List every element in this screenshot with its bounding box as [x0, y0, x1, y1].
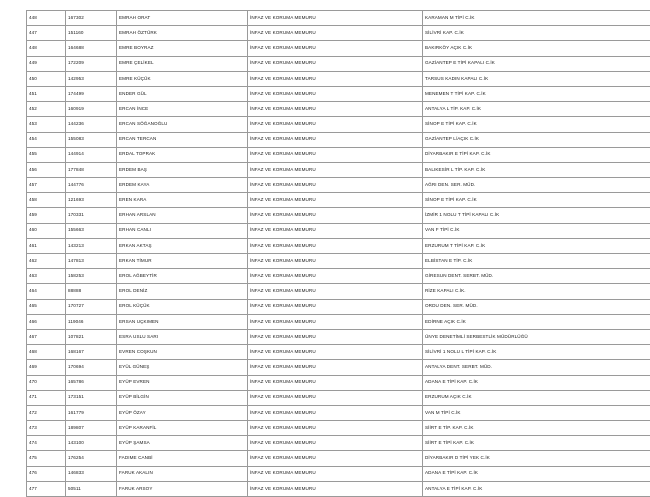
table-row — [27, 466, 650, 481]
cell-name: FARUK AKALIN — [117, 466, 248, 481]
cell-no: 474 — [27, 436, 66, 451]
cell-location: MENEMEN T TİPİ KAP. C.İK — [423, 86, 650, 101]
cell-title: İNFAZ VE KORUMA MEMURU — [248, 269, 423, 284]
table-row — [27, 132, 650, 147]
cell-no: 466 — [27, 314, 66, 329]
cell-no: 459 — [27, 208, 66, 223]
cell-sicil: 160919 — [66, 102, 117, 117]
cell-location: SİLİVRİ KAP. C.İK — [423, 26, 650, 41]
cell-location: SİLİVRİ 1 NOLU L TİPİ KAP. C.İK — [423, 345, 650, 360]
cell-no: 464 — [27, 284, 66, 299]
cell-location: AĞRI DEN. SER. MÜD. — [423, 178, 650, 193]
cell-location: GAZİANTEP L/AÇIK C.İK — [423, 132, 650, 147]
cell-name: EYÜL GÜNEŞ — [117, 360, 248, 375]
table-row — [27, 421, 650, 436]
cell-title: İNFAZ VE KORUMA MEMURU — [248, 299, 423, 314]
cell-location: SİNOP E TİPİ KAP. C.İK — [423, 193, 650, 208]
cell-no: 472 — [27, 405, 66, 420]
table-row — [27, 208, 650, 223]
table-row — [27, 360, 650, 375]
cell-title: İNFAZ VE KORUMA MEMURU — [248, 56, 423, 71]
cell-name: EMRE BOYRAZ — [117, 41, 248, 56]
cell-location: EDİRNE AÇIK C.İK — [423, 314, 650, 329]
table-row — [27, 102, 650, 117]
cell-title: İNFAZ VE KORUMA MEMURU — [248, 86, 423, 101]
cell-no: 448 — [27, 41, 66, 56]
cell-location: SİNOP E TİPİ KAP. C.İK — [423, 117, 650, 132]
table-row — [27, 375, 650, 390]
cell-no: 467 — [27, 329, 66, 344]
cell-location: ADANA E TİPİ KAP. C.İK — [423, 375, 650, 390]
table-row — [27, 193, 650, 208]
table-row — [27, 269, 650, 284]
cell-sicil: 146833 — [66, 466, 117, 481]
cell-title: İNFAZ VE KORUMA MEMURU — [248, 178, 423, 193]
personnel-assignment-table — [26, 10, 650, 497]
cell-no: 457 — [27, 178, 66, 193]
cell-title: İNFAZ VE KORUMA MEMURU — [248, 481, 423, 496]
cell-sicil: 121693 — [66, 193, 117, 208]
table-row — [27, 436, 650, 451]
cell-sicil: 119046 — [66, 314, 117, 329]
cell-sicil: 167302 — [66, 11, 117, 26]
cell-name: ERHAN ARSLAN — [117, 208, 248, 223]
cell-title: İNFAZ VE KORUMA MEMURU — [248, 451, 423, 466]
cell-name: EYÜP KARANFİL — [117, 421, 248, 436]
cell-name: EREN KARA — [117, 193, 248, 208]
cell-sicil: 155663 — [66, 223, 117, 238]
cell-name: ERDAL TOPRAK — [117, 147, 248, 162]
cell-sicil: 107821 — [66, 329, 117, 344]
cell-location: KARAMAN M TİPİ C.İK — [423, 11, 650, 26]
cell-no: 461 — [27, 238, 66, 253]
cell-no: 451 — [27, 86, 66, 101]
table-row — [27, 147, 650, 162]
cell-location: ADANA E TİPİ KAP. C.İK — [423, 466, 650, 481]
cell-name: ESRA USLU SARI — [117, 329, 248, 344]
table-row — [27, 56, 650, 71]
cell-title: İNFAZ VE KORUMA MEMURU — [248, 329, 423, 344]
cell-title: İNFAZ VE KORUMA MEMURU — [248, 390, 423, 405]
cell-location: TARSUS KADIN KAPALI C.İK — [423, 71, 650, 86]
cell-sicil: 143100 — [66, 436, 117, 451]
cell-location: DİYARBAKIR E TİPİ KAP. C.İK — [423, 147, 650, 162]
cell-no: 471 — [27, 390, 66, 405]
cell-name: ERDEM BAŞ — [117, 162, 248, 177]
cell-sicil: 173151 — [66, 390, 117, 405]
cell-title: İNFAZ VE KORUMA MEMURU — [248, 254, 423, 269]
cell-sicil: 155083 — [66, 132, 117, 147]
cell-title: İNFAZ VE KORUMA MEMURU — [248, 147, 423, 162]
cell-name: EMRE KÜÇÜK — [117, 71, 248, 86]
table-row — [27, 26, 650, 41]
cell-location: GİRESUN DENT. SERBT. MÜD. — [423, 269, 650, 284]
cell-sicil: 176254 — [66, 451, 117, 466]
table-row — [27, 284, 650, 299]
cell-no: 465 — [27, 299, 66, 314]
table-row — [27, 345, 650, 360]
cell-location: ELBİSTAN E TİP. C.İK — [423, 254, 650, 269]
cell-no: 450 — [27, 71, 66, 86]
cell-location: İZMİR 1 NOLU T TİPİ KAPALI C.İK — [423, 208, 650, 223]
cell-title: İNFAZ VE KORUMA MEMURU — [248, 41, 423, 56]
cell-sicil: 161779 — [66, 405, 117, 420]
cell-name: ENDER GÜL — [117, 86, 248, 101]
cell-name: ERDEM KAYA — [117, 178, 248, 193]
cell-name: EROL AĞBEYTİR — [117, 269, 248, 284]
cell-no: 448 — [27, 11, 66, 26]
cell-no: 473 — [27, 421, 66, 436]
cell-location: ORDU DEN. SER. MÜD. — [423, 299, 650, 314]
cell-no: 463 — [27, 269, 66, 284]
cell-location: ERZURUM T TİPİ KAP. C.İK — [423, 238, 650, 253]
cell-title: İNFAZ VE KORUMA MEMURU — [248, 284, 423, 299]
cell-title: İNFAZ VE KORUMA MEMURU — [248, 360, 423, 375]
cell-name: EMRE ÇELİKEL — [117, 56, 248, 71]
cell-title: İNFAZ VE KORUMA MEMURU — [248, 421, 423, 436]
table-row — [27, 481, 650, 496]
cell-sicil: 177848 — [66, 162, 117, 177]
cell-title: İNFAZ VE KORUMA MEMURU — [248, 26, 423, 41]
cell-name: ERSAN UÇKIMEN — [117, 314, 248, 329]
cell-name: EMRAH ÖZTÜRK — [117, 26, 248, 41]
table-row — [27, 71, 650, 86]
table-row — [27, 314, 650, 329]
cell-location: BALIKESİR L TİP. KAP. C.İK — [423, 162, 650, 177]
cell-name: EROL KÜÇÜK — [117, 299, 248, 314]
cell-no: 454 — [27, 132, 66, 147]
cell-no: 462 — [27, 254, 66, 269]
cell-location: ANTALYA DENT. SERBT. MÜD. — [423, 360, 650, 375]
cell-title: İNFAZ VE KORUMA MEMURU — [248, 193, 423, 208]
cell-title: İNFAZ VE KORUMA MEMURU — [248, 117, 423, 132]
cell-name: ERCAN SÖĞANOĞLU — [117, 117, 248, 132]
cell-name: ERKAN TİMUR — [117, 254, 248, 269]
cell-sicil: 143213 — [66, 238, 117, 253]
cell-name: EROL DENİZ — [117, 284, 248, 299]
cell-title: İNFAZ VE KORUMA MEMURU — [248, 314, 423, 329]
cell-title: İNFAZ VE KORUMA MEMURU — [248, 71, 423, 86]
cell-title: İNFAZ VE KORUMA MEMURU — [248, 466, 423, 481]
table-row — [27, 117, 650, 132]
cell-sicil: 174499 — [66, 86, 117, 101]
cell-title: İNFAZ VE KORUMA MEMURU — [248, 102, 423, 117]
table-row — [27, 178, 650, 193]
cell-sicil: 189807 — [66, 421, 117, 436]
table-row — [27, 41, 650, 56]
cell-title: İNFAZ VE KORUMA MEMURU — [248, 238, 423, 253]
table-row — [27, 162, 650, 177]
table-row — [27, 11, 650, 26]
table-row — [27, 86, 650, 101]
cell-sicil: 170727 — [66, 299, 117, 314]
cell-title: İNFAZ VE KORUMA MEMURU — [248, 375, 423, 390]
cell-no: 455 — [27, 147, 66, 162]
cell-location: RİZE KAPALI C.İK. — [423, 284, 650, 299]
cell-name: FARUK ARSOY — [117, 481, 248, 496]
table-row — [27, 451, 650, 466]
cell-location: ERZURUM AÇIK C.İK — [423, 390, 650, 405]
cell-name: EYÜP BİLGİN — [117, 390, 248, 405]
cell-name: EYÜP ŞAMSA — [117, 436, 248, 451]
cell-no: 458 — [27, 193, 66, 208]
cell-sicil: 144236 — [66, 117, 117, 132]
cell-title: İNFAZ VE KORUMA MEMURU — [248, 345, 423, 360]
cell-sicil: 158253 — [66, 269, 117, 284]
cell-location: SİİRT E TİP. KAP. C.İK — [423, 421, 650, 436]
cell-no: 475 — [27, 451, 66, 466]
cell-title: İNFAZ VE KORUMA MEMURU — [248, 162, 423, 177]
cell-name: FADIME CANBİ — [117, 451, 248, 466]
cell-location: VAN F TİPİ C.İK — [423, 223, 650, 238]
cell-title: İNFAZ VE KORUMA MEMURU — [248, 405, 423, 420]
cell-location: GAZİANTEP E TİPİ KAPALI C.İK — [423, 56, 650, 71]
cell-title: İNFAZ VE KORUMA MEMURU — [248, 11, 423, 26]
cell-no: 449 — [27, 56, 66, 71]
cell-title: İNFAZ VE KORUMA MEMURU — [248, 223, 423, 238]
cell-sicil: 147813 — [66, 254, 117, 269]
cell-sicil: 172209 — [66, 56, 117, 71]
cell-no: 469 — [27, 360, 66, 375]
table-body — [27, 11, 650, 497]
cell-sicil: 168167 — [66, 345, 117, 360]
cell-no: 460 — [27, 223, 66, 238]
cell-name: ERKAN AKTAŞ — [117, 238, 248, 253]
cell-sicil: 50511 — [66, 481, 117, 496]
cell-sicil: 88888 — [66, 284, 117, 299]
cell-no: 468 — [27, 345, 66, 360]
cell-location: VAN M TİPİ C.İK — [423, 405, 650, 420]
cell-location: DİYARBAKIR D TİPİ YEK C.İK — [423, 451, 650, 466]
cell-no: 476 — [27, 466, 66, 481]
table-row — [27, 405, 650, 420]
cell-name: EYÜP ÖZAY — [117, 405, 248, 420]
cell-name: ERCAN TERCAN — [117, 132, 248, 147]
cell-location: SİİRT E TİPİ KAP. C.İK — [423, 436, 650, 451]
table-row — [27, 254, 650, 269]
cell-location: ANTALYA L TİP. KAP. C.İK — [423, 102, 650, 117]
table-row — [27, 223, 650, 238]
cell-sicil: 170331 — [66, 208, 117, 223]
cell-no: 470 — [27, 375, 66, 390]
cell-name: EMRAH ORAT — [117, 11, 248, 26]
cell-no: 477 — [27, 481, 66, 496]
cell-location: BAKIRKÖY AÇIK C.İK — [423, 41, 650, 56]
cell-sicil: 142953 — [66, 71, 117, 86]
cell-no: 456 — [27, 162, 66, 177]
cell-name: EVREN COŞKUN — [117, 345, 248, 360]
cell-name: ERHAN CANLI — [117, 223, 248, 238]
cell-sicil: 144776 — [66, 178, 117, 193]
cell-no: 447 — [27, 26, 66, 41]
cell-location: ANTALYA E TİPİ KAP. C.İK — [423, 481, 650, 496]
cell-no: 453 — [27, 117, 66, 132]
cell-title: İNFAZ VE KORUMA MEMURU — [248, 436, 423, 451]
table-row — [27, 329, 650, 344]
cell-location: ÜNYE DENETİMLİ SERBESTLİK MÜDÜRLÜĞÜ — [423, 329, 650, 344]
cell-no: 452 — [27, 102, 66, 117]
table-row — [27, 299, 650, 314]
cell-sicil: 144914 — [66, 147, 117, 162]
table-row — [27, 238, 650, 253]
cell-title: İNFAZ VE KORUMA MEMURU — [248, 132, 423, 147]
cell-name: ERCAN İNCE — [117, 102, 248, 117]
cell-sicil: 170694 — [66, 360, 117, 375]
cell-sicil: 151160 — [66, 26, 117, 41]
table-row — [27, 390, 650, 405]
cell-name: EYÜP EVREN — [117, 375, 248, 390]
cell-sicil: 165786 — [66, 375, 117, 390]
cell-sicil: 164688 — [66, 41, 117, 56]
cell-title: İNFAZ VE KORUMA MEMURU — [248, 208, 423, 223]
